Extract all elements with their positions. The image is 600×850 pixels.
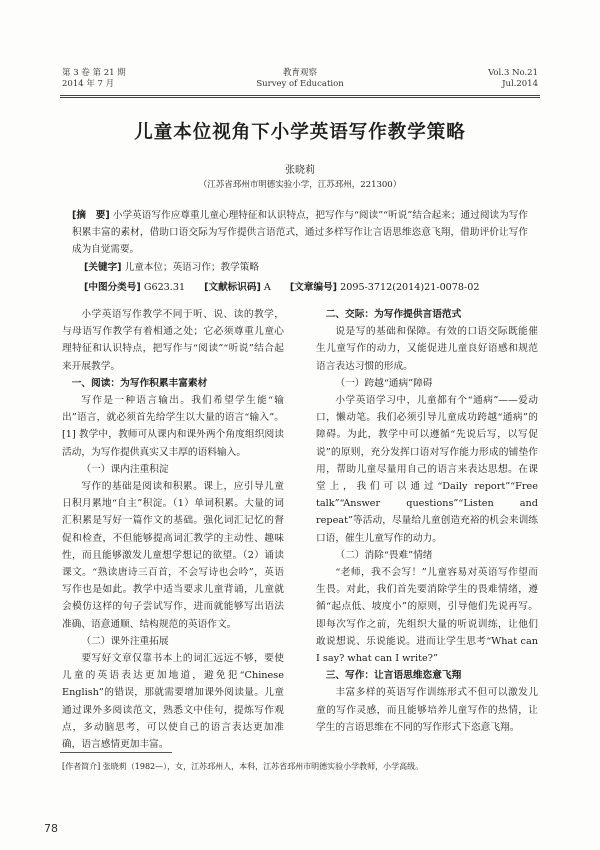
subsection-heading-1-1: （一）课内注重积淀 [81, 463, 169, 475]
subsection-heading-2-2: （二）消除“畏难”情绪 [335, 549, 433, 561]
article-id-label: [文章编号] [289, 282, 338, 293]
abstract-text: 小学英语写作应尊重儿童心理特征和认识特点，把写作与“阅读”“听说”结合起来；通过阅读为写作积累丰富的素材，借助口语交际为写作提供言语范式，通过多样写作让言语思维恣意飞翔，借助评价让写作成为自觉需要。 [72, 210, 528, 255]
doc-code-value: A [263, 282, 271, 293]
header-rule [60, 95, 540, 96]
article-title: 儿童本位视角下小学英语写作教学策略 [134, 122, 466, 143]
right-column [316, 306, 538, 736]
article-id-value: 2095-3712(2014)21-0078-02 [340, 282, 480, 293]
journal-issue-info-en [488, 68, 538, 90]
subsection-1-1-paragraph: 写作的基础是阅读和积累。课上，应引导儿童日积月累地“自主”积淀。（1）单词积累。大量的词汇积累是写好一篇作文的基础。强化词汇记忆的督促和检查，不但能够提高词汇教学的主动性、趣味性，而且能够激发儿童想学想记的欲望。（2）诵读课文。“熟读唐诗三百首，不会写诗也会吟”，英语写作也是如此。教学中适当要求儿童背诵，儿童就会模仿这样的句子尝试写作，进而就能够写出语法准确、语意通顺、结构规范的英语作文。 [62, 481, 284, 630]
intro-paragraph: 小学英语写作教学不同于听、说、读的教学，与母语写作教学有着相通之处；它必须尊重儿童心理特征和认识特点，把写作与“阅读”“听说”结合起来开展教学。 [62, 309, 284, 372]
section-1-paragraph: 写作是一种语言输出。我们希望学生能“输出”语言，就必须首先给学生以大量的语言“输入”。[1] 教学中，教师可从课内和课外两个角度组织阅读活动，为写作提供真实又丰厚的语料输入。 [62, 395, 284, 458]
clc-field [84, 282, 185, 293]
page-number: 78 [44, 822, 58, 835]
subsection-1-2-paragraph: 要写好文章仅靠书本上的词汇远远不够，要使儿童的英语表达更加地道，避免犯“Chinese English”的错误，那就需要增加课外阅读量。儿童通过课外多阅读范文，熟悉文中佳句，提炼写作观点，多动脑思考，可以使自己的语言表达更加准确，语言感情更加丰富。 [62, 653, 284, 751]
journal-name-cn: 教育观察 [282, 68, 317, 78]
volume-issue: 第 3 卷 第 21 期 [62, 68, 126, 78]
author-footnote: [作者简介] 张晓莉（1982—），女，江苏邳州人，本科，江苏省邳州市明德实验小学教师，小学高级。 [62, 762, 424, 771]
keywords [84, 259, 524, 273]
keywords-label: [关键字] [84, 262, 122, 273]
subsection-2-1-paragraph: 小学英语学习中，儿童都有个“通病”——爱动口，懒动笔。我们必须引导儿童成功跨越“通病”的障碍。为此，教学中可以遵循“先说后写，以写促说”的原则，充分发挥口语对写作能力形成的铺垫作用，帮助儿童尽量用自己的语言来表达思想。在课堂上，我们可以通过“Daily report”“Free talk”“Answer questions”“Listen and repeat”等活动，尽量给儿童创造充裕的机会来训练口语，催生儿童写作的动力。 [316, 395, 538, 544]
abstract-label: [摘 要] [72, 210, 110, 221]
section-heading-3: 三、写作：让言语思维恣意飞翔 [325, 670, 462, 682]
left-column [62, 306, 284, 753]
classification-line [84, 279, 524, 293]
subsection-2-2-paragraph: “老师，我不会写！”儿童容易对英语写作望而生畏。对此，我们首先要消除学生的畏难情绪，遵循“起点低、坡度小”的原则，引导他们先说再写。即每次写作之前，先组织大量的听说训练，让他们敢说想说、乐说能说。进而让学生思考“What can I say? what can I write?” [316, 567, 538, 665]
clc-label: [中图分类号] [84, 282, 141, 293]
volume-issue-en: Vol.3 No.21 [488, 68, 538, 78]
keywords-text: 儿童本位；英语习作；教学策略 [124, 262, 259, 273]
author-name: 张晓莉 [285, 165, 315, 176]
article-id-field [290, 282, 480, 293]
section-2-paragraph: 说是写的基础和保障。有效的口语交际既能催生儿童写作的动力，又能促进儿童良好语感和规范语言表达习惯的形成。 [316, 326, 538, 372]
footnote-rule [60, 752, 172, 753]
doc-code-label: [文献标识码] [204, 282, 261, 293]
journal-name-en: Survey of Education [256, 79, 344, 89]
issue-date: 2014 年 7 月 [62, 79, 115, 89]
section-heading-2: 二、交际：为写作提供言语范式 [325, 309, 462, 320]
header-rule-thin [60, 97, 540, 98]
doc-code-field [204, 282, 271, 293]
subsection-heading-1-2: （二）课外注重拓展 [81, 635, 169, 647]
issue-date-en: Jul.2014 [502, 79, 538, 89]
author-affiliation: （江苏省邳州市明德实验小学，江苏邳州，221300） [198, 180, 402, 190]
abstract [72, 207, 528, 258]
section-heading-1: 一、阅读：为写作积累丰富素材 [71, 377, 208, 389]
clc-value: G623.31 [143, 282, 186, 293]
subsection-heading-2-1: （一）跨越“通病”障碍 [335, 377, 433, 389]
section-3-paragraph: 丰富多样的英语写作训练形式不但可以激发儿童的写作灵感，而且能够培养儿童写作的热情，让学生的言语思维在不同的写作形式下恣意飞翔。 [316, 687, 538, 733]
